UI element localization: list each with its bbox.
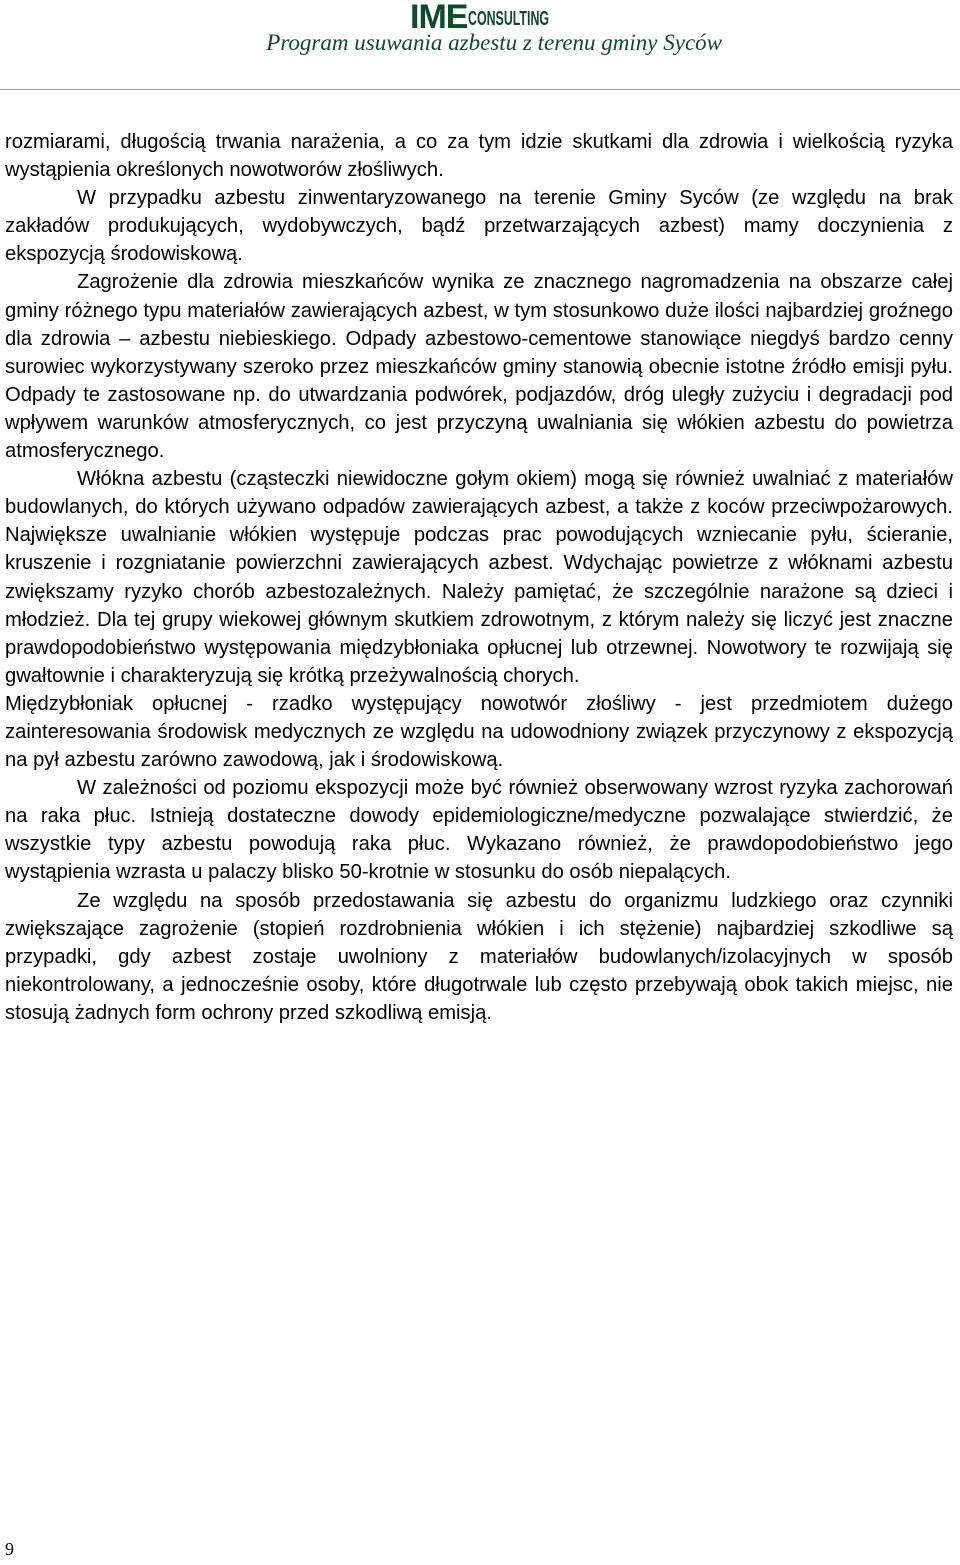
paragraph-health-threat: Zagrożenie dla zdrowia mieszkańców wynika ze znacznego nagromadzenia na obszarze całej gminy różnego typu materiałów zawierających azbest, w tym stosunkowo duże ilości najbardziej groźnego dla zdrowia – azbestu niebieskiego. Odpady azbestowo-cementowe stanowiące niegdyś bardzo cenny surowiec wykorzystywany szeroko przez mieszkańców gminy stanowią obecnie istotne źródło emisji pyłu. Odpady te zastosowane np. do utwardzania podwórek, podjazdów, dróg uległy zużyciu i degradacji pod wpływem warunków atmosferycznych, co jest przyczyną uwalniania się włókien azbestu do powietrza atmosferycznego. (5, 271, 953, 463)
logo-consulting-text: CONSULTING (468, 8, 550, 30)
paragraph-lung-cancer: W zależności od poziomu ekspozycji może być również obserwowany wzrost ryzyka zachorowań na raka płuc. Istnieją dostateczne dowody epidemiologiczne/medyczne pozwalające stwierdzić, że wszystkie typy azbestu powodują raka płuc. Wykazano również, że prawdopodobieństwo jego wystąpienia wzrasta u palaczy blisko 50-krotnie w stosunku do osób niepalących. (5, 777, 953, 884)
page-header (0, 0, 960, 92)
paragraph-mesothelioma: Międzybłoniak opłucnej - rzadko występujący nowotwór złośliwy - jest przedmiotem dużego zainteresowania środowisk medycznych ze względu na udowodniony związek przyczynowy z ekspozycją na pył azbestu zarówno zawodową, jak i środowiskową. (5, 692, 953, 772)
paragraph-continued: rozmiarami, długością trwania narażenia, a co za tym idzie skutkami dla zdrowia i wielkością ryzyka wystąpienia określonych nowotworów złośliwych. (5, 131, 953, 182)
page-number: 9 (5, 1539, 14, 1559)
header-divider (0, 89, 960, 90)
paragraph-exposure: W przypadku azbestu zinwentaryzowanego na terenie Gminy Syców (ze względu na brak zakładów produkujących, wydobywczych, bądź przetwarzających azbest) mamy doczynienia z ekspozycją środowiskową. (5, 187, 953, 266)
paragraph-asbestos-fibres: Włókna azbestu (cząsteczki niewidoczne gołym okiem) mogą się również uwalniać z materiałów budowlanych, do których używano odpadów zawierających azbest, a także z koców przeciwpożarowych. Największe uwalnianie włókien występuje podczas prac powodujących wzniecanie pyłu, ścieranie, kruszenie i rozgniatanie powierzchni zawierających azbest. Wdychając powietrze z włóknami azbestu zwiększamy ryzyko chorób azbestozależnych. Należy pamiętać, że szczególnie narażone są dzieci i młodzież. Dla tej grupy wiekowej głównym skutkiem zdrowotnym, z którym należy się liczyć jest znaczne prawdopodobieństwo występowania międzybłoniaka opłucnej lub otrzewnej. Nowotwory te rozwijają się gwałtownie i charakteryzują się krótką przeżywalnością chorych. (5, 468, 953, 687)
logo-ime-text: IME (410, 0, 468, 36)
paragraph-harmful-cases: Ze względu na sposób przedostawania się azbestu do organizmu ludzkiego oraz czynniki zwiększające zagrożenie (stopień rozdrobnienia włókien i ich stężenie) najbardziej szkodliwe są przypadki, gdy azbest zostaje uwolniony z materiałów budowlanych/izolacyjnych w sposób niekontrolowany, a jednocześnie osoby, które długotrwale lub często przebywają obok takich miejsc, nie stosują żadnych form ochrony przed szkodliwą emisją. (5, 889, 953, 1024)
ime-consulting-logo (410, 0, 599, 36)
document-title: Program usuwania azbestu z terenu gminy Syców (266, 30, 722, 55)
document-body (5, 128, 953, 1027)
